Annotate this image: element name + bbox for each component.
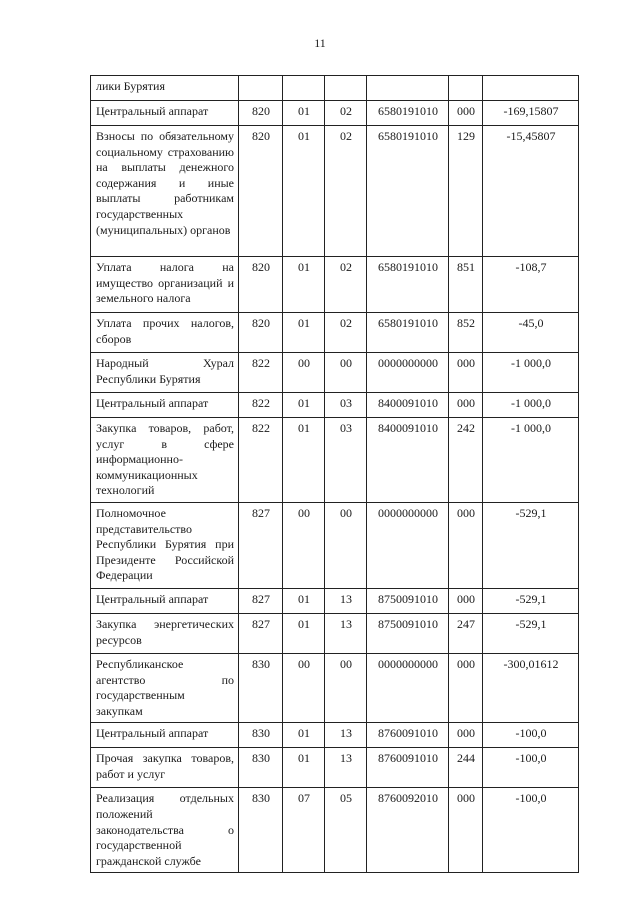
amount-cell: -100,0 (483, 788, 579, 873)
subsection-code-cell: 03 (325, 418, 367, 503)
target-article-cell: 8400091010 (367, 393, 449, 418)
amount-cell (483, 76, 579, 101)
subsection-code-cell: 02 (325, 257, 367, 313)
amount-cell: -1 000,0 (483, 393, 579, 418)
admin-code-cell: 822 (239, 353, 283, 393)
section-code-cell: 01 (283, 723, 325, 748)
expense-type-cell: 129 (449, 126, 483, 257)
row-name-cell: Центральный аппарат (91, 588, 239, 613)
expense-type-cell: 000 (449, 393, 483, 418)
target-article-cell: 8760092010 (367, 788, 449, 873)
target-article-cell: 0000000000 (367, 353, 449, 393)
section-code-cell: 01 (283, 613, 325, 653)
target-article-cell: 8750091010 (367, 588, 449, 613)
target-article-cell: 6580191010 (367, 101, 449, 126)
admin-code-cell: 827 (239, 588, 283, 613)
subsection-code-cell: 05 (325, 788, 367, 873)
expense-type-cell: 852 (449, 313, 483, 353)
expense-type-cell (449, 76, 483, 101)
table-row (91, 257, 579, 313)
target-article-cell (367, 76, 449, 101)
table-row (91, 788, 579, 873)
section-code-cell: 01 (283, 257, 325, 313)
budget-table (90, 75, 579, 873)
section-code-cell: 01 (283, 393, 325, 418)
section-code-cell (283, 76, 325, 101)
amount-cell: -169,15807 (483, 101, 579, 126)
row-name-cell: Уплата прочих налогов, сборов (91, 313, 239, 353)
table-row (91, 76, 579, 101)
admin-code-cell: 830 (239, 723, 283, 748)
expense-type-cell: 244 (449, 748, 483, 788)
row-name-cell: Народный Хурал Республики Бурятия (91, 353, 239, 393)
expense-type-cell: 247 (449, 613, 483, 653)
section-code-cell: 01 (283, 748, 325, 788)
subsection-code-cell: 13 (325, 723, 367, 748)
subsection-code-cell: 02 (325, 126, 367, 257)
row-name-cell: Полномочное представительство Республики Бурятия при Президенте Российской Федерации (91, 502, 239, 588)
page-number: 11 (314, 36, 326, 50)
expense-type-cell: 000 (449, 653, 483, 722)
table-row (91, 748, 579, 788)
row-name-cell: Уплата налога на имущество организаций и земельного налога (91, 257, 239, 313)
table-row (91, 101, 579, 126)
row-name-cell: Центральный аппарат (91, 393, 239, 418)
expense-type-cell: 851 (449, 257, 483, 313)
amount-cell: -1 000,0 (483, 353, 579, 393)
subsection-code-cell: 03 (325, 393, 367, 418)
target-article-cell: 0000000000 (367, 653, 449, 722)
row-name-cell: Закупка энергетических ресурсов (91, 613, 239, 653)
amount-cell: -300,01612 (483, 653, 579, 722)
section-code-cell: 01 (283, 313, 325, 353)
admin-code-cell: 820 (239, 313, 283, 353)
target-article-cell: 8760091010 (367, 748, 449, 788)
row-name-cell: Взносы по обязательному социальному страхованию на выплаты денежного содержания и иные выплаты работникам государственных (муниципальных) органов (91, 126, 239, 257)
expense-type-cell: 000 (449, 353, 483, 393)
expense-type-cell: 000 (449, 723, 483, 748)
subsection-code-cell: 13 (325, 588, 367, 613)
subsection-code-cell: 13 (325, 613, 367, 653)
section-code-cell: 01 (283, 126, 325, 257)
table-row (91, 418, 579, 503)
admin-code-cell: 822 (239, 418, 283, 503)
expense-type-cell: 000 (449, 588, 483, 613)
table-row (91, 588, 579, 613)
table-row (91, 653, 579, 722)
subsection-code-cell: 02 (325, 313, 367, 353)
target-article-cell: 8760091010 (367, 723, 449, 748)
amount-cell: -15,45807 (483, 126, 579, 257)
table-row (91, 393, 579, 418)
row-name-cell: Закупка товаров, работ, услуг в сфере информационно-коммуникационных технологий (91, 418, 239, 503)
amount-cell: -100,0 (483, 723, 579, 748)
amount-cell: -108,7 (483, 257, 579, 313)
row-name-cell: Реализация отдельных положений законодательства о государственной гражданской службе (91, 788, 239, 873)
admin-code-cell (239, 76, 283, 101)
target-article-cell: 6580191010 (367, 257, 449, 313)
section-code-cell: 07 (283, 788, 325, 873)
target-article-cell: 6580191010 (367, 126, 449, 257)
amount-cell: -100,0 (483, 748, 579, 788)
section-code-cell: 01 (283, 588, 325, 613)
table-row (91, 353, 579, 393)
admin-code-cell: 820 (239, 101, 283, 126)
section-code-cell: 00 (283, 502, 325, 588)
subsection-code-cell: 00 (325, 502, 367, 588)
row-name-cell: Центральный аппарат (91, 723, 239, 748)
row-name-cell: лики Бурятия (91, 76, 239, 101)
admin-code-cell: 830 (239, 748, 283, 788)
admin-code-cell: 822 (239, 393, 283, 418)
expense-type-cell: 000 (449, 502, 483, 588)
target-article-cell: 8750091010 (367, 613, 449, 653)
admin-code-cell: 820 (239, 257, 283, 313)
row-name-cell: Центральный аппарат (91, 101, 239, 126)
expense-type-cell: 242 (449, 418, 483, 503)
expense-type-cell: 000 (449, 788, 483, 873)
section-code-cell: 00 (283, 653, 325, 722)
admin-code-cell: 830 (239, 788, 283, 873)
amount-cell: -529,1 (483, 588, 579, 613)
amount-cell: -529,1 (483, 613, 579, 653)
amount-cell: -1 000,0 (483, 418, 579, 503)
amount-cell: -529,1 (483, 502, 579, 588)
section-code-cell: 01 (283, 101, 325, 126)
admin-code-cell: 830 (239, 653, 283, 722)
expense-type-cell: 000 (449, 101, 483, 126)
subsection-code-cell: 00 (325, 353, 367, 393)
section-code-cell: 00 (283, 353, 325, 393)
target-article-cell: 8400091010 (367, 418, 449, 503)
target-article-cell: 0000000000 (367, 502, 449, 588)
target-article-cell: 6580191010 (367, 313, 449, 353)
table-body (91, 76, 579, 873)
admin-code-cell: 820 (239, 126, 283, 257)
table-row (91, 723, 579, 748)
admin-code-cell: 827 (239, 613, 283, 653)
table-row (91, 313, 579, 353)
table-row (91, 613, 579, 653)
row-name-cell: Республиканское агентство по государственным закупкам (91, 653, 239, 722)
amount-cell: -45,0 (483, 313, 579, 353)
admin-code-cell: 827 (239, 502, 283, 588)
row-name-cell: Прочая закупка товаров, работ и услуг (91, 748, 239, 788)
subsection-code-cell (325, 76, 367, 101)
table-row (91, 502, 579, 588)
section-code-cell: 01 (283, 418, 325, 503)
subsection-code-cell: 02 (325, 101, 367, 126)
table-row (91, 126, 579, 257)
subsection-code-cell: 13 (325, 748, 367, 788)
subsection-code-cell: 00 (325, 653, 367, 722)
